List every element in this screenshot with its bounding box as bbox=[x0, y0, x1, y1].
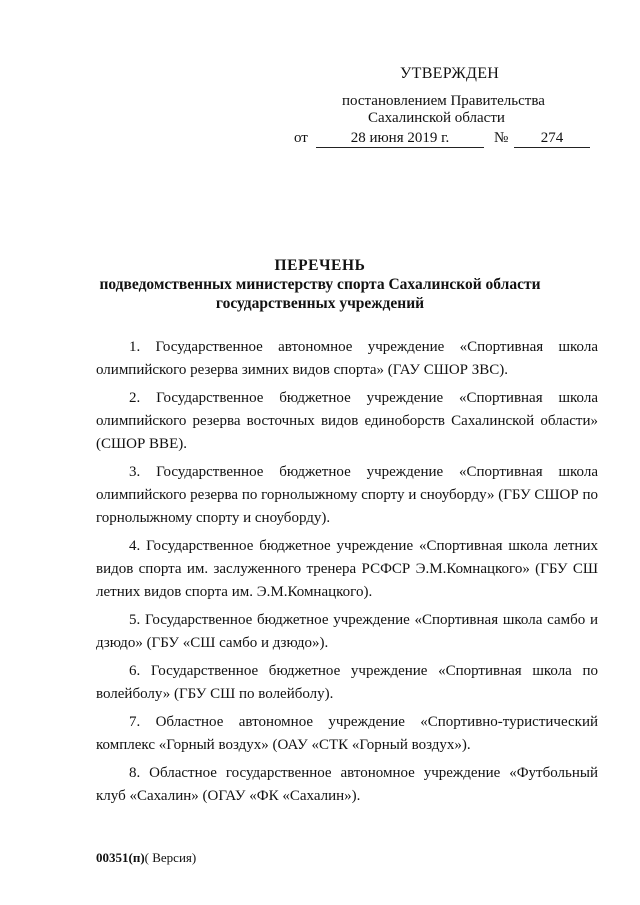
approval-line-2: Сахалинской области bbox=[368, 110, 505, 126]
list-item: 2. Государственное бюджетное учреждение «Спортивная школа олимпийского резерва восточных видов единоборств Сахалинской области» (СШОР ВВЕ). bbox=[96, 390, 598, 452]
list-item: 7. Областное автономное учреждение «Спортивно-туристический комплекс «Горный воздух» (ОАУ «СТК «Горный воздух»). bbox=[96, 714, 598, 753]
heading-title: ПЕРЕЧЕНЬ bbox=[274, 257, 366, 274]
approval-number: 274 bbox=[514, 129, 590, 148]
list-item: 3. Государственное бюджетное учреждение «Спортивная школа олимпийского резерва по горнолыжному спорту и сноуборду» (ГБУ СШОР по горнолыжному спорту и сноуборду). bbox=[96, 464, 598, 526]
list-item: 1. Государственное автономное учреждение «Спортивная школа олимпийского резерва зимних видов спорта» (ГАУ СШОР ЗВС). bbox=[96, 339, 598, 378]
date-prefix: от bbox=[294, 130, 308, 146]
document-version: ( Версия) bbox=[144, 850, 197, 865]
document-code: 00351(п) bbox=[96, 850, 145, 865]
approval-line-1: постановлением Правительства bbox=[342, 93, 545, 109]
list-item: 8. Областное государственное автономное учреждение «Футбольный клуб «Сахалин» (ОГАУ «ФК «Сахалин»). bbox=[96, 765, 598, 804]
list-item: 4. Государственное бюджетное учреждение «Спортивная школа летних видов спорта им. заслуженного тренера РСФСР Э.М.Комнацкого» (ГБУ СШ летних видов спорта им. Э.М.Комнацкого). bbox=[96, 538, 598, 600]
institution-list bbox=[96, 336, 598, 813]
list-item: 6. Государственное бюджетное учреждение «Спортивная школа по волейболу» (ГБУ СШ по волейболу). bbox=[96, 663, 598, 702]
number-prefix: № bbox=[494, 130, 509, 146]
approval-date: 28 июня 2019 г. bbox=[316, 129, 484, 148]
list-item: 5. Государственное бюджетное учреждение «Спортивная школа самбо и дзюдо» (ГБУ «СШ самбо и дзюдо»). bbox=[96, 612, 598, 651]
document-footer bbox=[96, 850, 196, 866]
heading-line-1: подведомственных министерству спорта Сахалинской области bbox=[99, 276, 541, 293]
heading-line-2: государственных учреждений bbox=[215, 295, 425, 312]
approval-title: УТВЕРЖДЕН bbox=[400, 65, 500, 82]
approval-date-line bbox=[290, 129, 600, 149]
document-heading bbox=[60, 256, 580, 313]
